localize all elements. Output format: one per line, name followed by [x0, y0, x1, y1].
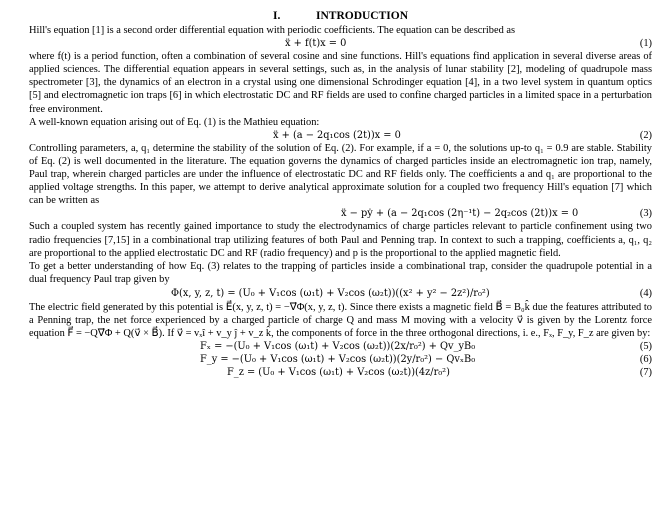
- equation-7: [29, 366, 652, 379]
- section-title: INTRODUCTION: [316, 10, 409, 22]
- paragraph-quadrupole-potential: To get a better understanding of how Eq. (3) relates to the trapping of particles inside a combinational trap, consider the quadrupole potential in a dual frequency Paul trap given by: [29, 260, 652, 285]
- section-body: [29, 24, 652, 379]
- equation-2-number: (2): [639, 129, 652, 141]
- paragraph-electric-field: The electric field generated by this potential is E⃗(x, y, z, t) = −∇⃗Φ(x, y, z, t). Since there exists a magnetic field B⃗ = B₀k̂ due the features attributed to a Penning trap, the net force experienced by a charged particle of charge Q and mass M moving with a velocity v⃗ is given by the Lorentz force equation F⃗ = −Q∇⃗Φ + Q(v⃗ × B⃗). If v⃗ = vₓî + v_y ĵ + v_z k̂, the components of force in the three orthogonal directions, i. e., Fₓ, F_y, F_z are given by:: [29, 301, 652, 340]
- equation-5-expression: Fₓ = −(U₀ + V₁cos (ω₁t) + V₂cos (ω₂t))(2x/r₀²) + Qv_yB₀: [200, 341, 476, 353]
- section-number: I.: [273, 10, 281, 22]
- paragraph-mathieu-intro: A well-known equation arising out of Eq. (1) is the Mathieu equation:: [29, 116, 320, 128]
- equation-1-expression: ẍ + f(t)x = 0: [285, 38, 347, 50]
- equation-4-expression: Φ(x, y, z, t) = (U₀ + V₁cos (ω₁t) + V₂cos (ω₂t))((x² + y² − 2z²)/r₀²): [171, 287, 490, 299]
- paragraph-intro: Hill's equation [1] is a second order differential equation with periodic coefficients. The equation can be described as: [29, 25, 516, 36]
- equation-4: [29, 286, 652, 301]
- equation-5: [29, 340, 652, 353]
- equation-7-number: (7): [639, 367, 652, 379]
- equation-3-expression: ẍ − pẏ + (a − 2q₁cos (2η⁻¹t) − 2q₂cos (2t))x = 0: [341, 208, 579, 220]
- equation-4-number: (4): [639, 287, 652, 299]
- equation-5-number: (5): [639, 341, 652, 353]
- paragraph-hill-applications: where f(t) is a period function, often a combination of several cosine and sine functions. Hill's equations find application in several diverse areas of applied sciences. The differential equation appears in several settings, such as, in the analysis of lunar stability [2], modeling of quadrupole mass spectrometer [3], the dynamics of an electron in a crystal using one dimensional Schrodinger equation [4], in a two level system in quantum optics [5] and electromagnetic ion traps [6] in which electrostatic DC and RF fields are used to confine charged particles in a limited space in a perturbation free environment.: [29, 51, 652, 115]
- equation-2-expression: ẍ + (a − 2q₁cos (2t))x = 0: [273, 129, 401, 141]
- equation-6-number: (6): [639, 354, 652, 366]
- equation-1: [29, 37, 652, 50]
- equation-6: [29, 353, 652, 366]
- equation-1-number: (1): [639, 38, 652, 50]
- equation-2: [29, 129, 652, 142]
- paragraph-coupled-system: Such a coupled system has recently gained importance to study the electrodynamics of charge particles relevant to particle confinement using two radio frequencies [7,15] in a combinational trap utilizing features of both Paul and Penning trap. In context to such a trapping, coefficients a, q₁, q₂ are proportional to the applied electrostatic DC and RF (radio frequency) and p is the proportional to the applied magnetic field.: [29, 221, 652, 259]
- paragraph-controlling-parameters: Controlling parameters, a, q₁ determine the stability of the solution of Eq. (2). For example, if a = 0, the solutions up-to q₁ = 0.9 are stable. Stability of Eq. (2) is well documented in the literature. The equation governs the dynamics of charged particles inside an electromagnetic ion trap, namely, Paul trap, wherein charged particles are under the influence of electrostatic DC and RF fields only. The coefficients a and q₁ are proportional to the applied voltage strengths. In this paper, we attempt to derive analytical approximate solution for a coupled two frequency Hill's equation [7] which can be written as: [29, 142, 652, 207]
- equation-7-expression: F_z = (U₀ + V₁cos (ω₁t) + V₂cos (ω₂t))(4z/r₀²): [227, 367, 450, 379]
- equation-3: [29, 207, 652, 220]
- equation-3-number: (3): [639, 208, 652, 220]
- equation-6-expression: F_y = −(U₀ + V₁cos (ω₁t) + V₂cos (ω₂t))(2y/r₀²) − QvₓB₀: [200, 354, 476, 366]
